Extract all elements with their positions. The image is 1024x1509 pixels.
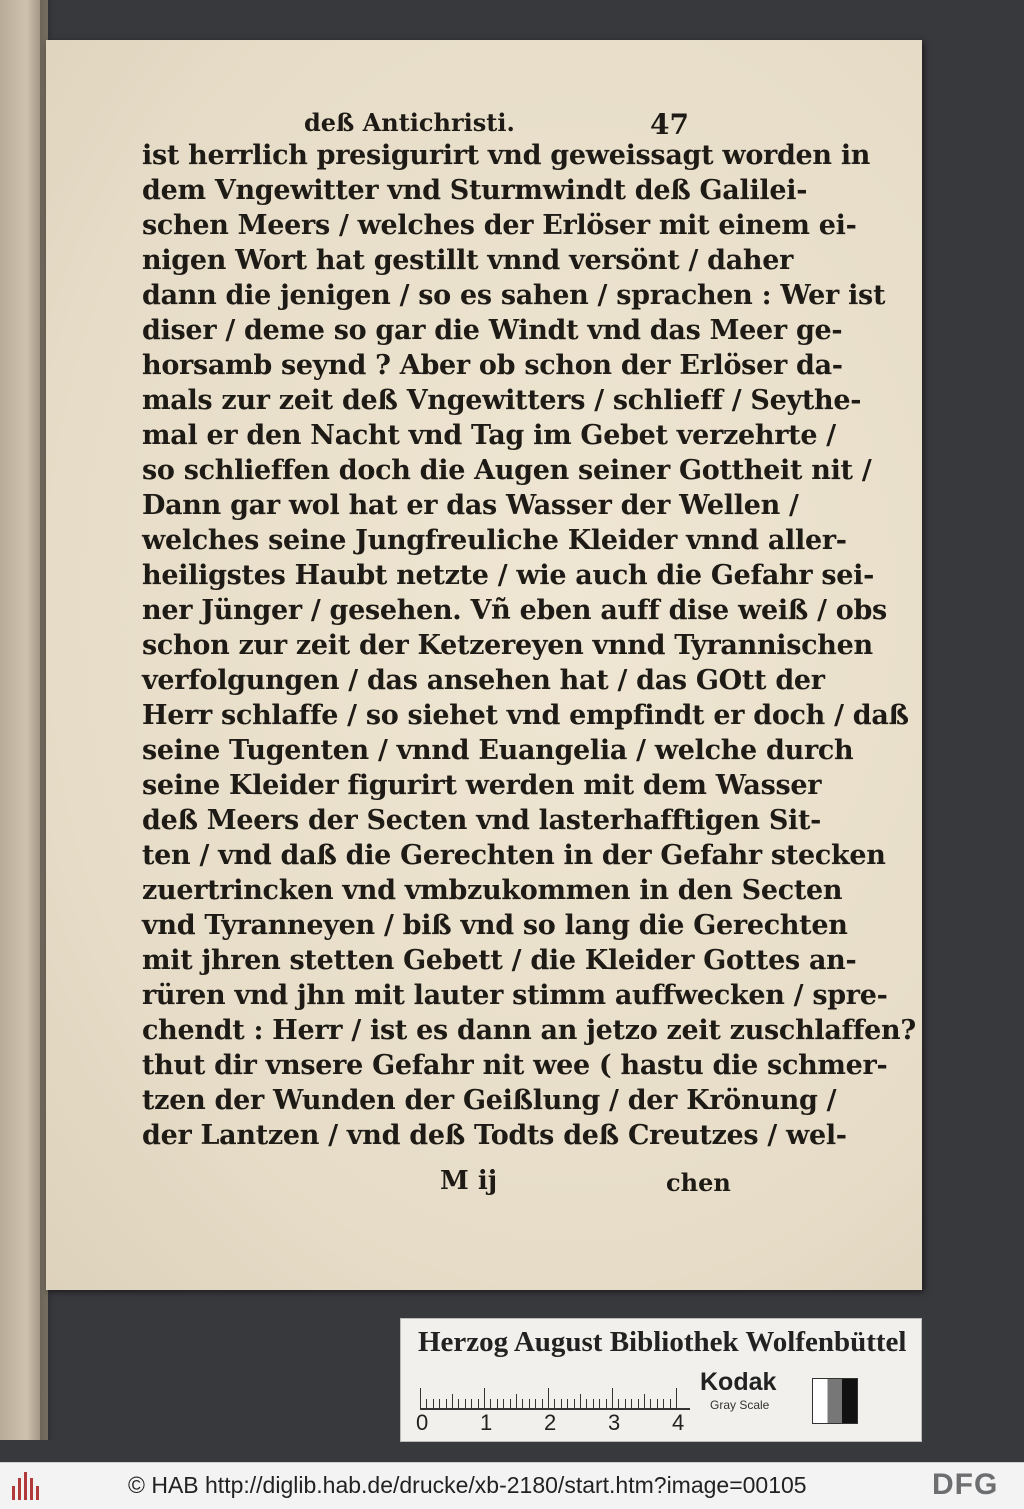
text-line: mals zur zeit deß Vngewitters / schlieff / Seythe-: [142, 385, 862, 416]
ruler-tick: [625, 1399, 626, 1408]
ruler-tick: [446, 1399, 447, 1408]
ruler-tick: [580, 1394, 581, 1408]
ruler-tick: [657, 1399, 658, 1408]
ruler-tick: [465, 1399, 466, 1408]
text-line: schon zur zeit der Ketzereyen vnnd Tyrannischen: [142, 630, 873, 661]
ruler-tick: [631, 1399, 632, 1408]
ruler-tick: [439, 1399, 440, 1408]
ruler-tick: [484, 1388, 485, 1408]
text-line: welches seine Jungfreuliche Kleider vnnd aller-: [142, 525, 847, 556]
ruler-tick: [516, 1394, 517, 1408]
text-line: deß Meers der Secten vnd lasterhafftigen Sit-: [142, 805, 822, 836]
ruler-tick: [638, 1399, 639, 1408]
ruler-tick: [458, 1399, 459, 1408]
ruler-tick: [663, 1399, 664, 1408]
running-head: deß Antichristi.: [304, 108, 515, 137]
ruler-tick: [561, 1399, 562, 1408]
text-line: Dann gar wol hat er das Wasser der Wellen /: [142, 490, 799, 521]
scale-label: 0: [416, 1410, 429, 1435]
ruler-tick: [618, 1399, 619, 1408]
ruler-tick: [644, 1394, 645, 1408]
ruler-tick: [529, 1399, 530, 1408]
text-line: verfolgungen / das ansehen hat / das GOtt der: [142, 665, 825, 696]
scale-label: 2: [544, 1410, 557, 1435]
ruler-tick: [522, 1399, 523, 1408]
ruler-tick: [497, 1399, 498, 1408]
text-line: mal er den Nacht vnd Tag im Gebet verzehrte /: [142, 420, 836, 451]
catchword: chen: [666, 1168, 731, 1197]
text-line: horsamb seynd ? Aber ob schon der Erlöser da-: [142, 350, 843, 381]
text-line: so schlieffen doch die Augen seiner Gottheit nit /: [142, 455, 872, 486]
text-line: diser / deme so gar die Windt vnd das Meer ge-: [142, 315, 843, 346]
ruler-tick: [433, 1399, 434, 1408]
ruler-tick: [606, 1399, 607, 1408]
scale-label: 4: [672, 1410, 685, 1435]
ruler-tick: [542, 1399, 543, 1408]
ruler-tick: [650, 1399, 651, 1408]
ruler-tick: [676, 1388, 677, 1408]
ruler-tick: [554, 1399, 555, 1408]
ruler-tick: [510, 1399, 511, 1408]
gray-scale-label: Gray Scale: [710, 1398, 770, 1412]
signature-mark: M ij: [440, 1166, 498, 1196]
ruler-tick: [612, 1388, 613, 1408]
text-line: der Lantzen / vnd deß Todts deß Creutzes / wel-: [142, 1120, 847, 1151]
text-line: tzen der Wunden der Geißlung / der Krönung /: [142, 1085, 837, 1116]
text-line: thut dir vnsere Gefahr nit wee ( hastu die schmer-: [142, 1050, 888, 1081]
text-line: chendt : Herr / ist es dann an jetzo zeit zuschlaffen?: [142, 1015, 916, 1046]
text-line: Herr schlaffe / so siehet vnd empfindt er doch / daß: [142, 700, 909, 731]
text-line: ner Jünger / gesehen. Vñ eben auff dise weiß / obs: [142, 595, 887, 626]
ruler-tick: [420, 1388, 421, 1408]
book-page: [46, 40, 922, 1290]
text-line: rüren vnd jhn mit lauter stimm auffwecken / spre-: [142, 980, 888, 1011]
text-line: nigen Wort hat gestillt vnnd versönt / daher: [142, 245, 794, 276]
ruler-tick: [471, 1399, 472, 1408]
footer-credit-link[interactable]: © HAB http://diglib.hab.de/drucke/xb-2180/start.htm?image=00105: [128, 1472, 807, 1498]
hab-logo-icon: [12, 1470, 44, 1500]
ruler-tick: [478, 1399, 479, 1408]
ruler-tick: [574, 1399, 575, 1408]
text-line: dem Vngewitter vnd Sturmwindt deß Galilei-: [142, 175, 808, 206]
gray-scale-patches: [812, 1378, 858, 1424]
dfg-logo: DFG: [932, 1468, 999, 1501]
ruler-tick: [567, 1399, 568, 1408]
ruler-tick: [586, 1399, 587, 1408]
ruler-tick: [535, 1399, 536, 1408]
text-line: ten / vnd daß die Gerechten in der Gefahr stecken: [142, 840, 886, 871]
text-line: seine Kleider figurirt werden mit dem Wasser: [142, 770, 822, 801]
library-name: Herzog August Bibliothek Wolfenbüttel: [418, 1326, 907, 1358]
text-line: zuertrincken vnd vmbzukommen in den Secten: [142, 875, 843, 906]
text-line: vnd Tyranneyen / biß vnd so lang die Gerechten: [142, 910, 848, 941]
scale-label: 1: [480, 1410, 493, 1435]
ruler-tick: [548, 1388, 549, 1408]
text-line: schen Meers / welches der Erlöser mit einem ei-: [142, 210, 857, 241]
ruler-tick: [426, 1399, 427, 1408]
text-line: seine Tugenten / vnnd Euangelia / welche durch: [142, 735, 854, 766]
ruler-tick: [670, 1399, 671, 1408]
ruler-scale: [420, 1374, 690, 1410]
text-line: mit jhren stetten Gebett / die Kleider Gottes an-: [142, 945, 857, 976]
kodak-logo: Kodak: [700, 1368, 777, 1396]
text-line: ist herrlich presigurirt vnd geweissagt worden in: [142, 140, 871, 171]
ruler-tick: [503, 1399, 504, 1408]
ruler-tick: [593, 1399, 594, 1408]
text-line: dann die jenigen / so es sahen / sprachen : Wer ist: [142, 280, 886, 311]
page-number: 47: [650, 108, 689, 141]
ruler-tick: [599, 1399, 600, 1408]
ruler-tick: [452, 1394, 453, 1408]
ruler-tick: [490, 1399, 491, 1408]
scale-label: 3: [608, 1410, 621, 1435]
text-line: heiligstes Haubt netzte / wie auch die Gefahr sei-: [142, 560, 875, 591]
